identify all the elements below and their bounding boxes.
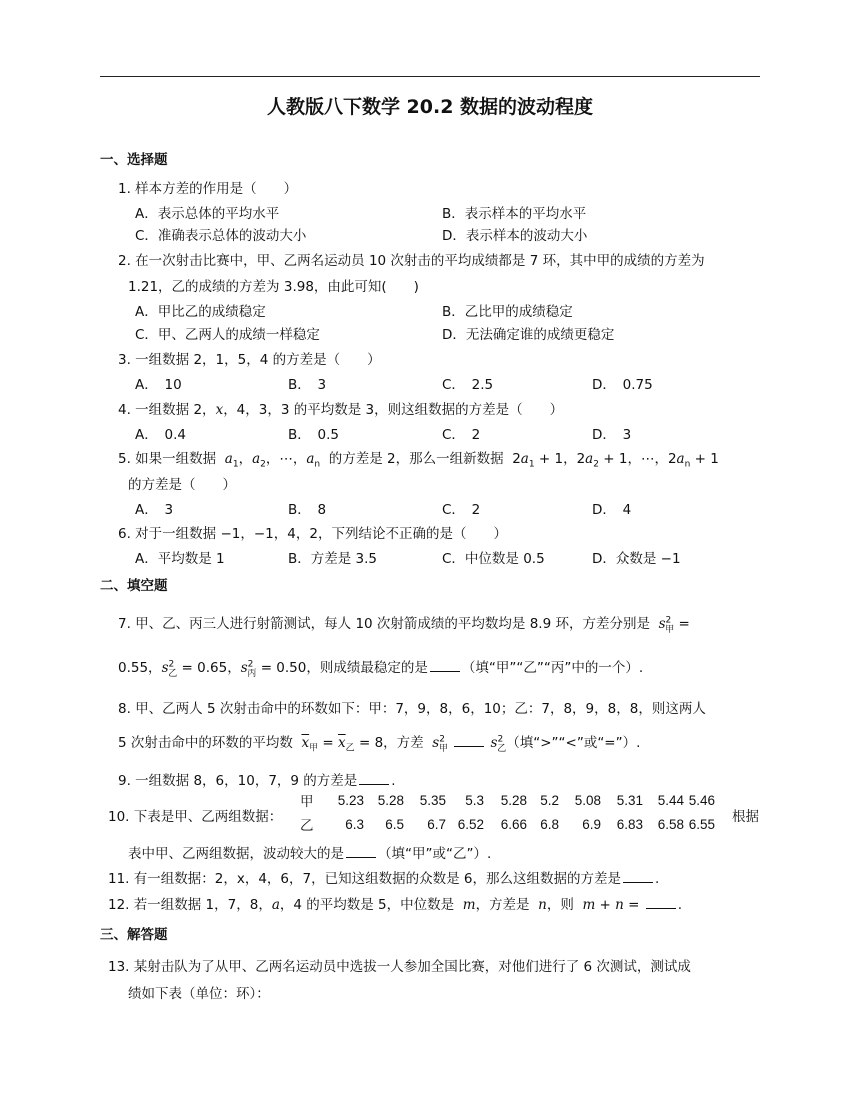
table-row-jia xyxy=(300,788,715,812)
q6-option-d: D．众数是 −1 xyxy=(592,551,681,567)
table-cell: 6.58 xyxy=(657,816,684,832)
q5-option-a: A． 3 xyxy=(135,502,174,518)
table-cell: 5.23 xyxy=(337,792,364,808)
q4-option-d: D． 3 xyxy=(592,427,632,443)
table-cell: 5.3 xyxy=(465,792,484,808)
table-cell: 6.52 xyxy=(457,816,484,832)
q1-stem: 1. 样本方差的作用是（ ） xyxy=(118,181,298,197)
q2-option-d: D．无法确定谁的成绩更稳定 xyxy=(442,327,615,343)
q1-option-a: A．表示总体的平均水平 xyxy=(135,206,280,222)
q10-stem-line2: 表中甲、乙两组数据，波动较大的是 （填“甲”或“乙”）. xyxy=(128,846,492,862)
q6-option-a: A．平均数是 1 xyxy=(135,551,225,567)
q2-option-a: A．甲比乙的成绩稳定 xyxy=(135,304,266,320)
table-cell: 5.46 xyxy=(688,792,715,808)
q5-option-c: C． 2 xyxy=(442,502,481,518)
q4-option-c: C． 2 xyxy=(442,427,481,443)
table-cell: 5.31 xyxy=(616,792,643,808)
q3-option-c: C． 2.5 xyxy=(442,377,494,393)
q2-option-c: C．甲、乙两人的成绩一样稳定 xyxy=(135,327,320,343)
q1-option-b: B．表示样本的平均水平 xyxy=(442,206,587,222)
q11-answer-blank[interactable] xyxy=(623,870,653,883)
q5-stem-line2: 的方差是（ ） xyxy=(128,477,236,493)
section-choice: 一、选择题 xyxy=(100,152,168,168)
table-cell: 5.2 xyxy=(540,792,559,808)
q4-stem: 4. 一组数据 2，x，4，3，3 的平均数是 3，则这组数据的方差是（ ） xyxy=(118,402,564,418)
q8-stem-line2: 5 次射击命中的环数的平均数 $\overline{x}_甲 = \overline{x}_乙 = 8$，方差 $s^2_甲$ $s^2_乙$（填“>”“<”或“=”）. xyxy=(118,734,641,754)
q12-answer-blank[interactable] xyxy=(646,896,676,909)
q5-stem-line1: 5. 如果一组数据 $a_1$，$a_2$，⋯，$a_n$ 的方差是 2，那么一组新数据 $2a_1 + 1$，$2a_2 + 1$，⋯，$2a_n + 1$ xyxy=(118,451,719,470)
table-row-label: 乙 xyxy=(300,818,314,833)
table-cell: 6.3 xyxy=(345,816,364,832)
table-cell: 5.08 xyxy=(574,792,601,808)
q3-option-a: A． 10 xyxy=(135,377,182,393)
section-answer: 三、解答题 xyxy=(100,927,168,943)
q8-stem-line1: 8. 甲、乙两人 5 次射击命中的环数如下：甲：7，9，8，6，10；乙：7，8，9，8，8，则这两人 xyxy=(118,701,706,717)
table-cell: 6.55 xyxy=(688,816,715,832)
q13-stem-line1: 13. 某射击队为了从甲、乙两名运动员中选拔一人参加全国比赛，对他们进行了 6 次测试，测试成 xyxy=(108,959,691,975)
q3-option-b: B． 3 xyxy=(288,377,327,393)
q7-answer-blank[interactable] xyxy=(430,659,460,672)
table-cell: 5.35 xyxy=(419,792,446,808)
q7-stem-line1: 7. 甲、乙、丙三人进行射箭测试，每人 10 次射箭成绩的平均数均是 8.9 环，方差分别是 $s^2_甲$ = xyxy=(118,615,690,635)
q3-stem: 3. 一组数据 2，1，5，4 的方差是（ ） xyxy=(118,352,381,368)
top-rule xyxy=(100,76,760,77)
q8-answer-blank[interactable] xyxy=(454,734,484,747)
q5-option-b: B． 8 xyxy=(288,502,327,518)
q9-answer-blank[interactable] xyxy=(359,772,389,785)
table-cell: 6.66 xyxy=(500,816,527,832)
table-cell: 5.28 xyxy=(500,792,527,808)
q13-stem-line2: 绩如下表（单位：环）： xyxy=(128,986,270,1002)
q2-stem-line1: 2. 在一次射击比赛中，甲、乙两名运动员 10 次射击的平均成绩都是 7 环，其中甲的成绩的方差为 xyxy=(118,253,705,269)
q11-stem: 11. 有一组数据：2，x，4，6，7，已知这组数据的众数是 6，那么这组数据的方差是 . xyxy=(108,871,660,887)
q6-stem: 6. 对于一组数据 −1，−1，4，2，下列结论不正确的是（ ） xyxy=(118,526,507,542)
table-row-yi xyxy=(300,812,715,836)
q1-option-d: D．表示样本的波动大小 xyxy=(442,228,588,244)
q10-data-table xyxy=(300,788,715,836)
table-cell: 6.9 xyxy=(582,816,601,832)
q4-variable-x: x xyxy=(215,402,224,418)
q5-option-d: D． 4 xyxy=(592,502,632,518)
q2-stem-line2: 1.21，乙的成绩的方差为 3.98，由此可知( ) xyxy=(128,279,419,295)
page-title: 人教版八下数学 20.2 数据的波动程度 xyxy=(266,96,594,118)
q6-option-b: B．方差是 3.5 xyxy=(288,551,378,567)
table-cell: 6.8 xyxy=(540,816,559,832)
table-cell: 6.5 xyxy=(385,816,404,832)
q4-option-b: B． 0.5 xyxy=(288,427,339,443)
q10-answer-blank[interactable] xyxy=(346,845,376,858)
q2-option-b: B．乙比甲的成绩稳定 xyxy=(442,304,573,320)
table-cell: 6.83 xyxy=(616,816,643,832)
section-fill: 二、填空题 xyxy=(100,578,168,594)
q10-tail: 根据 xyxy=(732,809,759,825)
q7-stem-line2: 0.55，$s^2_乙 = 0.65$，$s^2_丙 = 0.50$，则成绩最稳定的是 （填“甲”“乙”“丙”中的一个）. xyxy=(118,659,644,679)
q6-option-c: C．中位数是 0.5 xyxy=(442,551,545,567)
q1-option-c: C．准确表示总体的波动大小 xyxy=(135,228,307,244)
table-cell: 5.28 xyxy=(377,792,404,808)
q12-stem: 12. 若一组数据 1，7，8，a，4 的平均数是 5，中位数是 m，方差是 n，则 m + n = . xyxy=(108,897,683,913)
table-cell: 6.7 xyxy=(427,816,446,832)
q9-stem: 9. 一组数据 8，6，10，7，9 的方差是 . xyxy=(118,773,396,789)
q10-lead: 10. 下表是甲、乙两组数据： xyxy=(108,809,283,825)
table-cell: 5.44 xyxy=(657,792,684,808)
q4-option-a: A． 0.4 xyxy=(135,427,186,443)
q3-option-d: D． 0.75 xyxy=(592,377,653,393)
table-row-label: 甲 xyxy=(300,794,314,809)
